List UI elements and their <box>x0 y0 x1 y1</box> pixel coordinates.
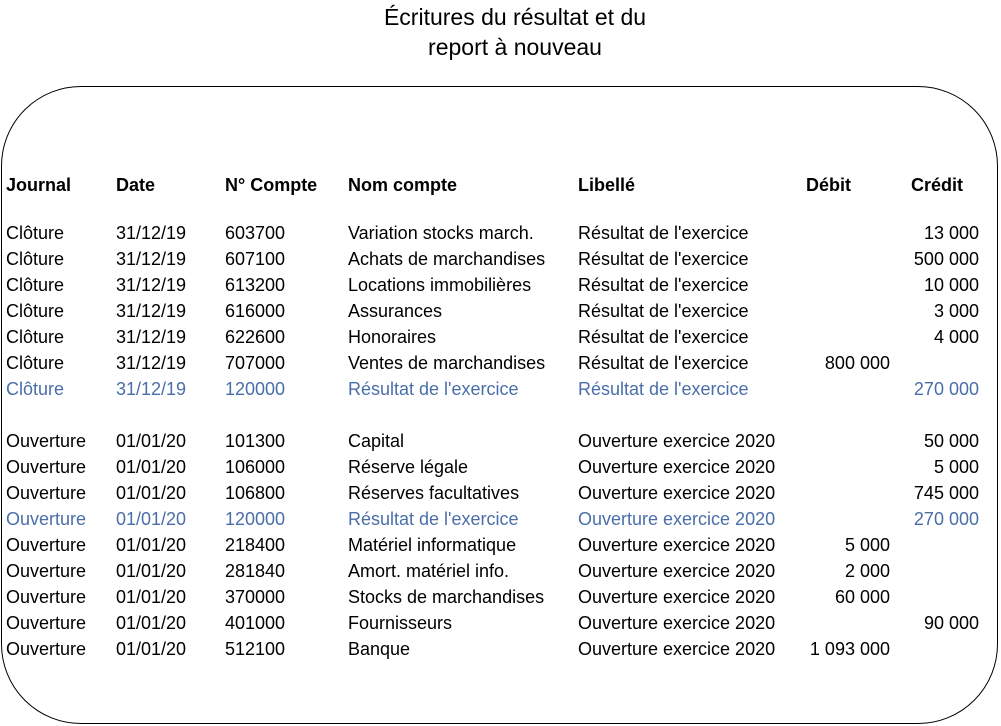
cell-journal: Clôture <box>6 301 65 321</box>
cell-debit: 800 000 <box>824 353 890 373</box>
cell-debit: 5 000 <box>844 535 890 555</box>
cell-libelle: Résultat de l'exercice <box>578 327 749 347</box>
cell-date: 01/01/20 <box>116 561 187 581</box>
cell-date: 01/01/20 <box>116 535 187 555</box>
cell-libelle: Résultat de l'exercice <box>578 223 749 243</box>
cell-nom: Réserves facultatives <box>348 483 520 503</box>
cell-nom: Assurances <box>348 301 443 321</box>
cell-journal: Clôture <box>6 353 65 373</box>
cell-credit: 270 000 <box>913 379 979 399</box>
cell-compte: 707000 <box>225 353 286 373</box>
cell-date: 01/01/20 <box>116 483 187 503</box>
cell-date: 01/01/20 <box>116 457 187 477</box>
cell-nom: Résultat de l'exercice <box>348 379 519 399</box>
cell-libelle: Ouverture exercice 2020 <box>578 639 776 659</box>
table-row <box>0 636 1001 662</box>
header-date: Date <box>116 175 156 195</box>
cell-journal: Ouverture <box>6 509 87 529</box>
cell-date: 31/12/19 <box>116 301 187 321</box>
cell-journal: Ouverture <box>6 535 87 555</box>
cell-journal: Clôture <box>6 379 65 399</box>
cell-libelle: Ouverture exercice 2020 <box>578 457 776 477</box>
table-header <box>0 172 1001 198</box>
cell-journal: Clôture <box>6 327 65 347</box>
cell-nom: Fournisseurs <box>348 613 453 633</box>
cell-libelle: Ouverture exercice 2020 <box>578 561 776 581</box>
table-row <box>0 298 1001 324</box>
cell-compte: 106800 <box>225 483 286 503</box>
cell-journal: Ouverture <box>6 613 87 633</box>
cell-date: 31/12/19 <box>116 327 187 347</box>
cell-credit: 4 000 <box>933 327 979 347</box>
cell-compte: 101300 <box>225 431 286 451</box>
cell-date: 31/12/19 <box>116 379 187 399</box>
table-row <box>0 506 1001 532</box>
cell-libelle: Résultat de l'exercice <box>578 249 749 269</box>
header-credit: Crédit <box>911 175 964 195</box>
cell-journal: Clôture <box>6 275 65 295</box>
table-row <box>0 428 1001 454</box>
cell-credit: 50 000 <box>923 431 979 451</box>
cell-libelle: Résultat de l'exercice <box>578 353 749 373</box>
cell-compte: 120000 <box>225 509 286 529</box>
cell-nom: Locations immobilières <box>348 275 532 295</box>
cell-date: 01/01/20 <box>116 639 187 659</box>
cell-nom: Honoraires <box>348 327 437 347</box>
table-row <box>0 246 1001 272</box>
cell-nom: Capital <box>348 431 405 451</box>
cell-journal: Clôture <box>6 223 65 243</box>
cell-credit: 270 000 <box>913 509 979 529</box>
cell-journal: Ouverture <box>6 483 87 503</box>
cell-libelle: Ouverture exercice 2020 <box>578 587 776 607</box>
cell-libelle: Résultat de l'exercice <box>578 379 749 399</box>
cell-nom: Matériel informatique <box>348 535 517 555</box>
header-debit: Débit <box>806 175 851 195</box>
cell-compte: 106000 <box>225 457 286 477</box>
title-line-2: report à nouveau <box>428 34 602 60</box>
cell-libelle: Résultat de l'exercice <box>578 275 749 295</box>
table-row <box>0 454 1001 480</box>
table-row <box>0 324 1001 350</box>
page-title <box>0 2 1001 62</box>
cell-nom: Stocks de marchandises <box>348 587 545 607</box>
table-row <box>0 350 1001 376</box>
table-row <box>0 584 1001 610</box>
cell-credit: 3 000 <box>933 301 979 321</box>
cell-journal: Clôture <box>6 249 65 269</box>
table-row <box>0 480 1001 506</box>
cell-compte: 603700 <box>225 223 286 243</box>
cell-libelle: Ouverture exercice 2020 <box>578 431 776 451</box>
cell-compte: 281840 <box>225 561 286 581</box>
cell-compte: 120000 <box>225 379 286 399</box>
cell-libelle: Ouverture exercice 2020 <box>578 535 776 555</box>
header-journal: Journal <box>6 175 72 195</box>
cell-date: 31/12/19 <box>116 275 187 295</box>
header-compte: N° Compte <box>225 175 318 195</box>
cell-credit: 5 000 <box>933 457 979 477</box>
header-nom: Nom compte <box>348 175 458 195</box>
cell-date: 31/12/19 <box>116 249 187 269</box>
cell-nom: Variation stocks march. <box>348 223 534 243</box>
cell-debit: 60 000 <box>834 587 890 607</box>
table-row <box>0 220 1001 246</box>
cell-nom: Réserve légale <box>348 457 469 477</box>
cell-nom: Ventes de marchandises <box>348 353 546 373</box>
table-row <box>0 558 1001 584</box>
table-row <box>0 376 1001 402</box>
cell-compte: 613200 <box>225 275 286 295</box>
cell-compte: 607100 <box>225 249 286 269</box>
cell-credit: 90 000 <box>923 613 979 633</box>
table-row <box>0 532 1001 558</box>
cell-journal: Ouverture <box>6 587 87 607</box>
cell-compte: 218400 <box>225 535 286 555</box>
cell-libelle: Ouverture exercice 2020 <box>578 483 776 503</box>
cell-compte: 622600 <box>225 327 286 347</box>
cell-nom: Résultat de l'exercice <box>348 509 519 529</box>
cell-credit: 10 000 <box>923 275 979 295</box>
cell-journal: Ouverture <box>6 639 87 659</box>
cell-date: 01/01/20 <box>116 587 187 607</box>
cell-date: 01/01/20 <box>116 613 187 633</box>
cell-credit: 745 000 <box>913 483 979 503</box>
cell-journal: Ouverture <box>6 561 87 581</box>
cell-date: 01/01/20 <box>116 431 187 451</box>
title-line-1: Écritures du résultat et du <box>383 4 647 30</box>
cell-compte: 512100 <box>225 639 286 659</box>
cell-libelle: Ouverture exercice 2020 <box>578 509 776 529</box>
cell-compte: 616000 <box>225 301 286 321</box>
cell-compte: 370000 <box>225 587 286 607</box>
cell-nom: Banque <box>348 639 411 659</box>
header-libelle: Libellé <box>578 175 636 195</box>
cell-compte: 401000 <box>225 613 286 633</box>
cell-date: 01/01/20 <box>116 509 187 529</box>
cell-credit: 13 000 <box>923 223 979 243</box>
table-row <box>0 610 1001 636</box>
cell-date: 31/12/19 <box>116 353 187 373</box>
cell-nom: Amort. matériel info. <box>348 561 510 581</box>
cell-nom: Achats de marchandises <box>348 249 546 269</box>
cell-journal: Ouverture <box>6 431 87 451</box>
cell-debit: 1 093 000 <box>809 639 890 659</box>
cell-credit: 500 000 <box>913 249 979 269</box>
table-row <box>0 272 1001 298</box>
cell-journal: Ouverture <box>6 457 87 477</box>
cell-libelle: Ouverture exercice 2020 <box>578 613 776 633</box>
cell-debit: 2 000 <box>844 561 890 581</box>
cell-date: 31/12/19 <box>116 223 187 243</box>
cell-libelle: Résultat de l'exercice <box>578 301 749 321</box>
